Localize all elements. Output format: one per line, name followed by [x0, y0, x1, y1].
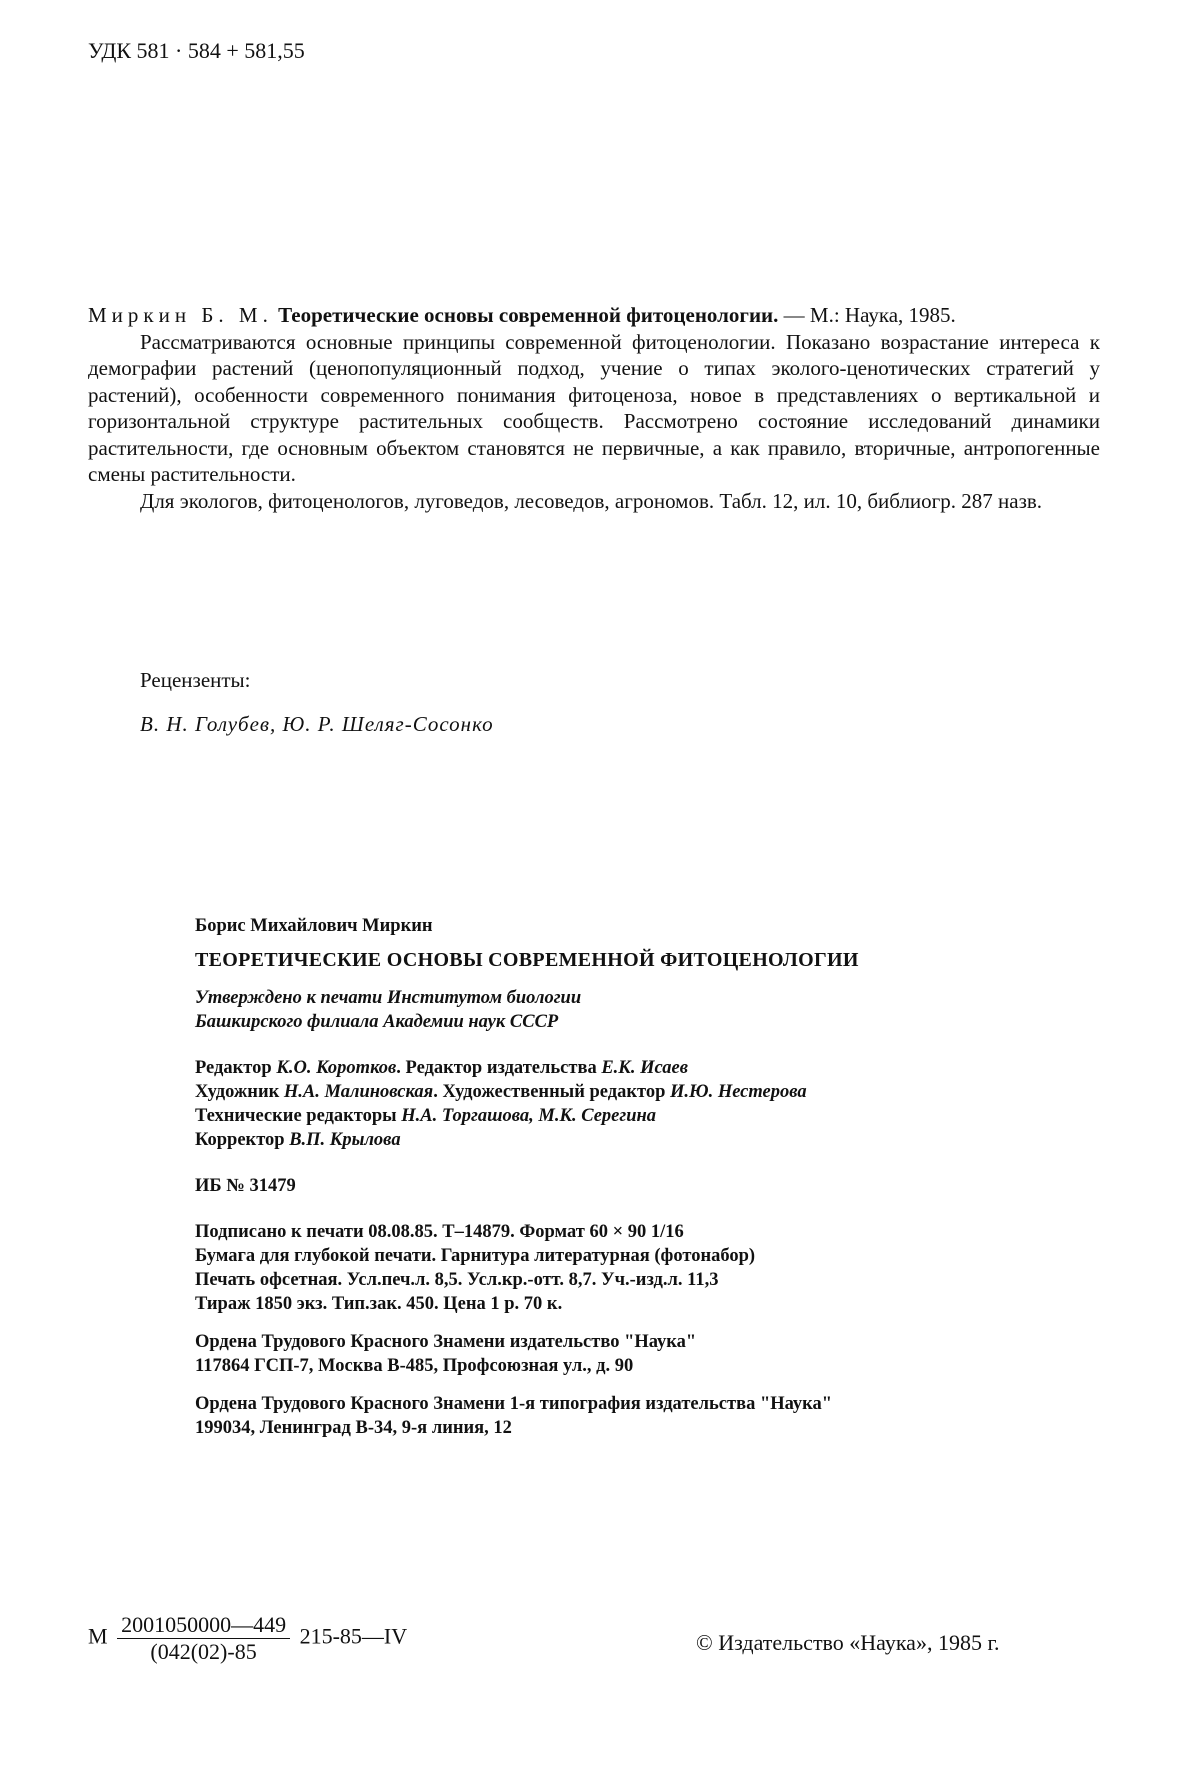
publisher-line-2: 117864 ГСП-7, Москва В-485, Профсоюзная ул., д. 90: [195, 1356, 634, 1376]
book-title: ТЕОРЕТИЧЕСКИЕ ОСНОВЫ СОВРЕМЕННОЙ ФИТОЦЕНОЛОГИИ: [195, 949, 859, 971]
editor-label: Редактор: [195, 1058, 272, 1078]
audience-paragraph: Для экологов, фитоценологов, луговедов, лесоведов, агрономов. Табл. 12, ил. 10, библиогр. 287 назв.: [140, 488, 1043, 513]
ib-number: ИБ № 31479: [195, 1176, 296, 1196]
corrector-name: В.П. Крылова: [289, 1130, 401, 1150]
code-fraction: [117, 1612, 290, 1665]
author-full-name: Борис Михайлович Миркин: [195, 916, 433, 936]
bibliographic-record: [88, 302, 1100, 329]
artist-name: Н.А. Малиновская: [283, 1082, 434, 1102]
art-editor-label: . Художественный редактор: [433, 1082, 666, 1102]
approved-line-2: Башкирского филиала Академии наук СССР: [195, 1012, 559, 1032]
reviewers-names: В. Н. Голубев, Ю. Р. Шеляг-Сосонко: [140, 712, 494, 736]
publishing-editor-label: . Редактор издательства: [396, 1058, 597, 1078]
corrector-label: Корректор: [195, 1130, 285, 1150]
print-info-3: Печать офсетная. Усл.печ.л. 8,5. Усл.кр.-отт. 8,7. Уч.-изд.л. 11,3: [195, 1270, 719, 1290]
tech-editors-label: Технические редакторы: [195, 1106, 397, 1126]
editor-name: К.О. Коротков: [276, 1058, 397, 1078]
bib-author: Миркин Б. М.: [88, 303, 273, 327]
code-numerator: 2001050000—449: [117, 1612, 290, 1639]
publishing-editor-name: Е.К. Исаев: [601, 1058, 688, 1078]
bib-imprint: — М.: Наука, 1985.: [783, 303, 956, 327]
code-suffix: 215-85—IV: [299, 1623, 408, 1649]
print-info-2: Бумага для глубокой печати. Гарнитура литературная (фотонабор): [195, 1246, 756, 1266]
code-prefix: М: [88, 1623, 108, 1649]
printer-line-1: Ордена Трудового Красного Знамени 1-я типография издательства "Наука": [195, 1394, 833, 1414]
art-editor-name: И.Ю. Нестерова: [670, 1082, 807, 1102]
editors-line: [195, 1056, 1095, 1080]
udk-code: УДК 581 · 584 + 581,55: [88, 38, 305, 63]
code-denominator: (042(02)-85: [150, 1639, 257, 1664]
publication-code: [88, 1612, 407, 1665]
corrector-line: [195, 1128, 1095, 1152]
copyright-notice: © Издательство «Наука», 1985 г.: [696, 1630, 1000, 1655]
abstract-paragraph: Рассматриваются основные принципы современной фитоценологии. Показано возрастание интереса к демографии растений (ценопопуляционный подход, учение о типах эколого-ценотических стратегий у растений), особенности современного понимания фитоценоза, новое в представлениях о вертикальной и горизонтальной структуре растительных сообществ. Рассмотрено состояние исследований динамики растительности, где основным объектом становятся не первичные, а как правило, вторичные, антропогенные смены растительности.: [88, 329, 1100, 486]
publisher-line-1: Ордена Трудового Красного Знамени издательство "Наука": [195, 1332, 697, 1352]
reviewers-label: Рецензенты:: [140, 668, 251, 692]
artists-line: [195, 1080, 1095, 1104]
colophon: [195, 914, 1095, 1440]
print-info-4: Тираж 1850 экз. Тип.зак. 450. Цена 1 р. 70 к.: [195, 1294, 563, 1314]
print-info-1: Подписано к печати 08.08.85. Т–14879. Формат 60 × 90 1/16: [195, 1222, 684, 1242]
tech-editors-names: Н.А. Торгашова, М.К. Серегина: [401, 1106, 657, 1126]
artist-label: Художник: [195, 1082, 280, 1102]
bib-title: Теоретические основы современной фитоценологии.: [278, 303, 779, 327]
tech-editors-line: [195, 1104, 1095, 1128]
abstract-block: [88, 302, 1100, 514]
approved-line-1: Утверждено к печати Институтом биологии: [195, 988, 582, 1008]
printer-line-2: 199034, Ленинград В-34, 9-я линия, 12: [195, 1418, 512, 1438]
